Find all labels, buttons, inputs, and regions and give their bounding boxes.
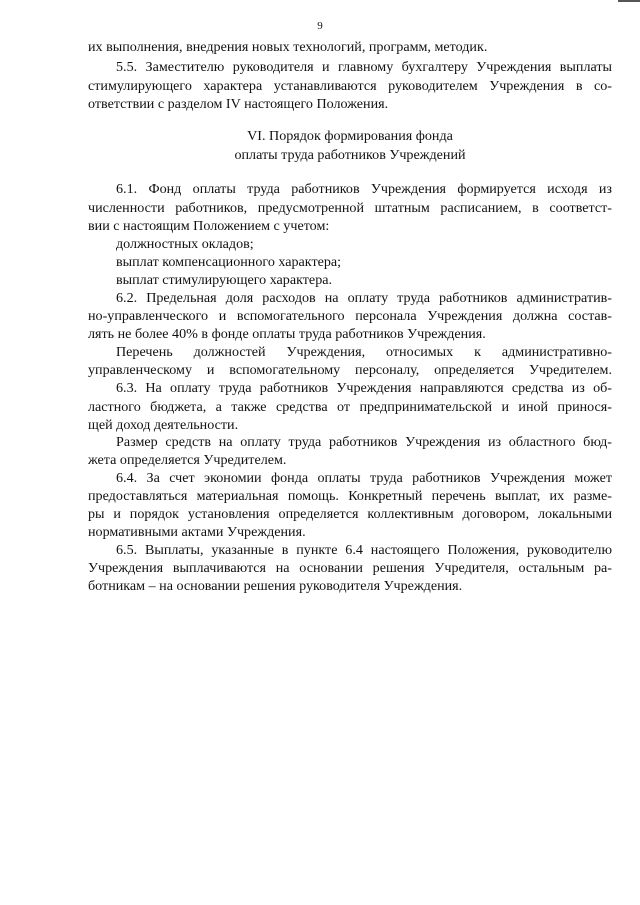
text-line: стимулирующего характера устанавливаются руководителем Учреждения в со-: [88, 78, 612, 94]
text-line: ры и порядок установления определяется коллективным договором, локальными: [88, 506, 612, 522]
text-line: вии с настоящим Положением с учетом:: [88, 218, 330, 234]
text-line: 6.1. Фонд оплаты труда работников Учреждения формируется исходя из: [116, 181, 612, 197]
text-line: численности работников, предусмотренной штатным расписанием, в соответст-: [88, 200, 612, 216]
text-line: выплат компенсационного характера;: [116, 254, 342, 270]
text-line: Учреждения выплачиваются на основании решения Учредителя, остальным ра-: [88, 560, 612, 576]
text-line: но-управленческого и вспомогательного персонала Учреждения должна состав-: [88, 308, 612, 324]
text-line: Размер средств на оплату труда работников Учреждения из областного бюд-: [116, 434, 612, 450]
text-line: ботникам – на основании решения руководителя Учреждения.: [88, 578, 463, 594]
text-line: управленческому и вспомогательному персоналу, определяется Учредителем.: [88, 362, 612, 378]
text-line: оплаты труда работников Учреждений: [234, 147, 466, 163]
text-line: предоставляться материальная помощь. Конкретный перечень выплат, их разме-: [88, 488, 612, 504]
text-line: их выполнения, внедрения новых технологий, программ, методик.: [88, 39, 488, 55]
text-line: жета определяется Учредителем.: [88, 452, 287, 468]
text-line: Перечень должностей Учреждения, относимых к административно-: [116, 344, 612, 360]
text-line: 6.2. Предельная доля расходов на оплату труда работников административ-: [116, 290, 612, 306]
text-line: щей доход деятельности.: [88, 417, 239, 433]
text-line: 6.5. Выплаты, указанные в пункте 6.4 настоящего Положения, руководителю: [116, 542, 612, 558]
scan-corner-mark: [618, 0, 640, 2]
page-number: 9: [317, 20, 323, 32]
text-line: нормативными актами Учреждения.: [88, 524, 306, 540]
text-line: VI. Порядок формирования фонда: [247, 128, 453, 144]
text-line: лять не более 40% в фонде оплаты труда работников Учреждения.: [88, 326, 486, 342]
text-line: 6.4. За счет экономии фонда оплаты труда работников Учреждения может: [116, 470, 612, 486]
text-line: 5.5. Заместителю руководителя и главному бухгалтеру Учреждения выплаты: [116, 59, 612, 75]
text-line: ответствии с разделом IV настоящего Положения.: [88, 96, 389, 112]
text-line: 6.3. На оплату труда работников Учреждения направляются средства из об-: [116, 380, 612, 396]
text-line: выплат стимулирующего характера.: [116, 272, 333, 288]
text-line: должностных окладов;: [116, 236, 254, 252]
text-line: ластного бюджета, а также средства от предпринимательской и иной принося-: [88, 399, 612, 415]
